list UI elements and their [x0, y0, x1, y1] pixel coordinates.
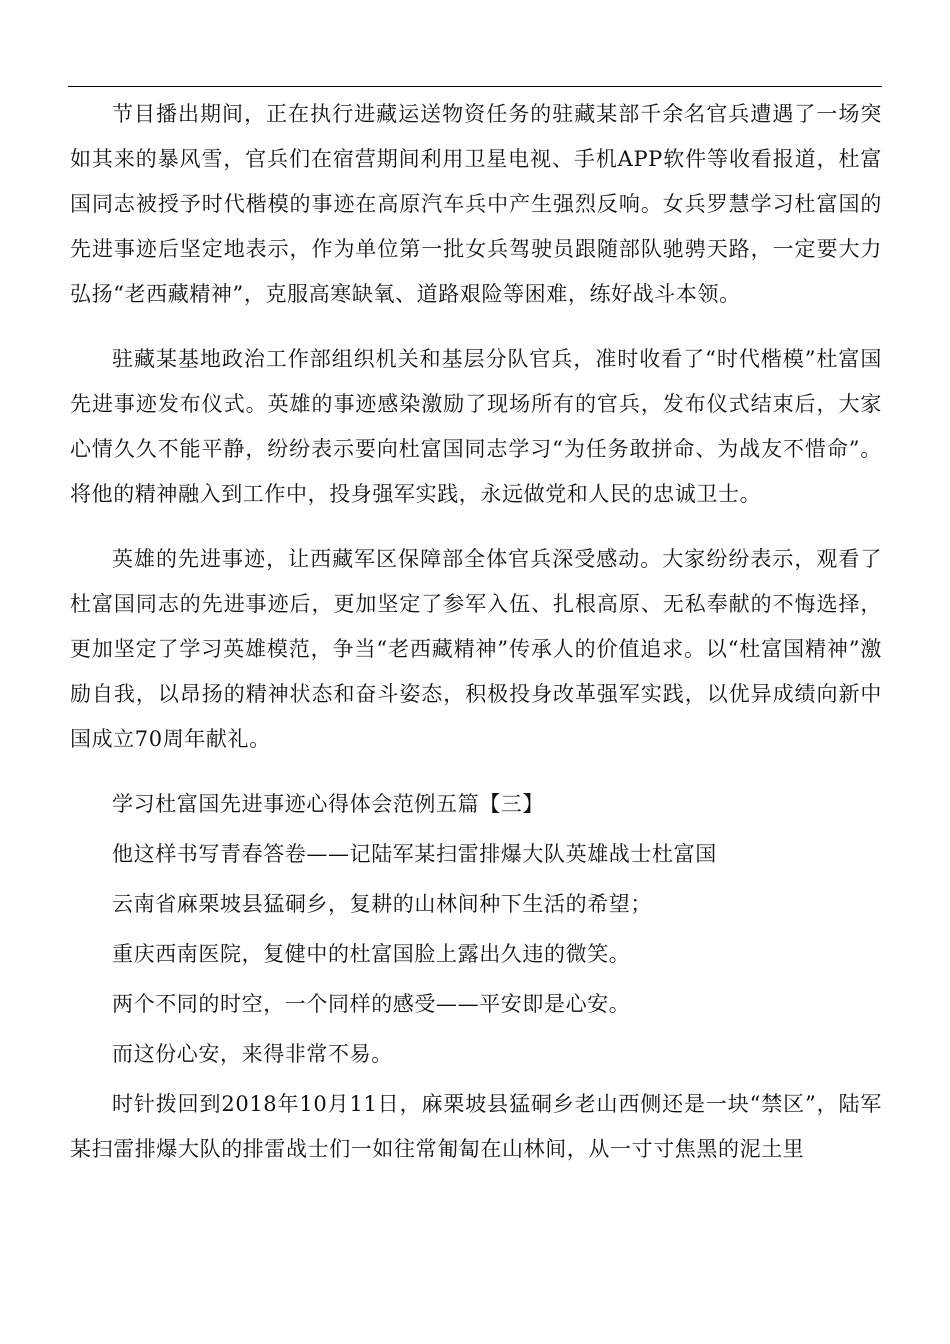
article-title: 他这样书写青春答卷——记陆军某扫雷排爆大队英雄战士杜富国	[112, 842, 717, 866]
short-line-1: 云南省麻栗坡县猛硐乡，复耕的山林间种下生活的希望；	[112, 892, 652, 916]
section-heading: 学习杜富国先进事迹心得体会范例五篇【三】	[112, 792, 544, 816]
paragraph-2: 驻藏某基地政治工作部组织机关和基层分队官兵，准时收看了“时代楷模”杜富国先进事迹发布仪式。英雄的事迹感染激励了现场所有的官兵，发布仪式结束后，大家心情久久不能平静，纷纷表示要向杜富国同志学习“为任务敢拼命、为战友不惜命”。将他的精神融入到工作中，投身强军实践，永远做党和人民的忠诚卫士。	[70, 347, 882, 506]
paragraph-1: 节目播出期间，正在执行进藏运送物资任务的驻藏某部千余名官兵遭遇了一场突如其来的暴风雪，官兵们在宿营期间利用卫星电视、手机APP软件等收看报道，杜富国同志被授予时代楷模的事迹在高原汽车兵中产生强烈反响。女兵罗慧学习杜富国的先进事迹后坚定地表示，作为单位第一批女兵驾驶员跟随部队驰骋天路，一定要大力弘扬“老西藏精神”，克服高寒缺氧、道路艰险等困难，练好战斗本领。	[70, 102, 882, 306]
paragraph-3: 英雄的先进事迹，让西藏军区保障部全体官兵深受感动。大家纷纷表示，观看了杜富国同志的先进事迹后，更加坚定了参军入伍、扎根高原、无私奉献的不悔选择，更加坚定了学习英雄模范，争当“老西藏精神”传承人的价值追求。以“杜富国精神”激励自我，以昂扬的精神状态和奋斗姿态，积极投身改革强军实践，以优异成绩向新中国成立70周年献礼。	[70, 547, 882, 751]
short-line-2: 重庆西南医院，复健中的杜富国脸上露出久违的微笑。	[112, 942, 631, 966]
short-line-4: 而这份心安，来得非常不易。	[112, 1042, 393, 1066]
document-body	[70, 92, 882, 1192]
header-rule	[68, 86, 882, 87]
final-paragraph: 时针拨回到2018年10月11日，麻栗坡县猛硐乡老山西侧还是一块“禁区”，陆军某扫雷排爆大队的排雷战士们一如往常匍匐在山林间，从一寸寸焦黑的泥土里	[70, 1092, 882, 1161]
short-line-3: 两个不同的时空，一个同样的感受——平安即是心安。	[112, 992, 631, 1016]
